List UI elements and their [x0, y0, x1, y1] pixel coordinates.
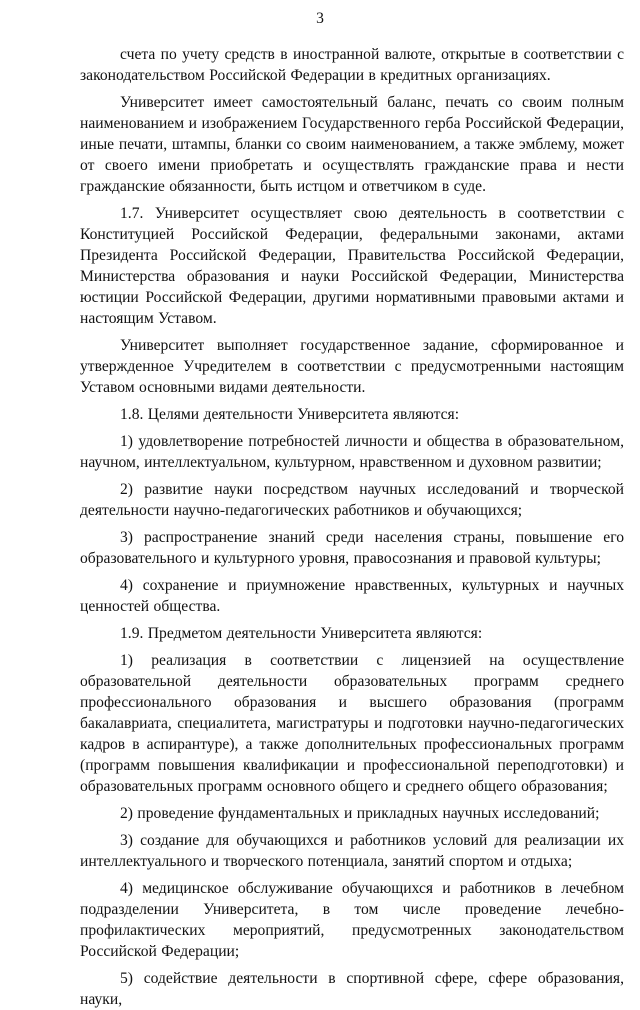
paragraph-1-8-item-2: 2) развитие науки посредством научных исследований и творческой деятельности научно-педагогических работников и обучающихся;: [80, 481, 624, 519]
paragraph-1-8-heading: 1.8. Целями деятельности Университета являются:: [120, 406, 460, 423]
paragraph-1-8-item-3: 3) распространение знаний среди населения страны, повышение его образовательного и культурного уровня, правосознания и правовой культуры;: [80, 529, 624, 567]
paragraph-1-8-item-1: 1) удовлетворение потребностей личности и общества в образовательном, научном, интеллектуальном, культурном, нравственном и духовном развитии;: [80, 433, 624, 471]
paragraph-balance-and-seal: Университет имеет самостоятельный баланс, печать со своим полным наименованием и изображением Государственного герба Российской Федерации, иные печати, штампы, бланки со своим наименованием, а также эмблему, может от своего имени приобретать и осуществлять гражданские права и нести гражданские обязанности, быть истцом и ответчиком в суде.: [80, 94, 624, 195]
page-number: 3: [316, 10, 324, 27]
paragraph-1-9-item-1: 1) реализация в соответствии с лицензией на осуществление образовательной деятельности образовательных программ среднего профессионального образования и высшего образования (программ бакалавриата, специалитета, магистратуры и подготовки научно-педагогических кадров в аспирантуре), а также дополнительных профессиональных программ (программ повышения квалификации и профессиональной переподготовки) и образовательных программ основного общего и среднего общего образования;: [80, 652, 624, 795]
paragraph-1-9-heading: 1.9. Предметом деятельности Университета являются:: [120, 625, 483, 642]
paragraph-1-9-item-2: 2) проведение фундаментальных и прикладных научных исследований;: [120, 805, 600, 822]
paragraph-accounts-continuation: счета по учету средств в иностранной валюте, открытые в соответствии с законодательством Российской Федерации в кредитных организациях.: [80, 46, 624, 84]
paragraph-1-7-legal-basis: 1.7. Университет осуществляет свою деятельность в соответствии с Конституцией Российской Федерации, федеральными законами, актами Президента Российской Федерации, Правительства Российской Федерации, Министерства образования и науки Российской Федерации, Министерства юстиции Российской Федерации, другими нормативными правовыми актами и настоящим Уставом.: [80, 205, 624, 327]
paragraph-1-9-item-3: 3) создание для обучающихся и работников условий для реализации их интеллектуального и творческого потенциала, занятий спортом и отдыха;: [80, 832, 624, 870]
paragraph-1-9-item-5: 5) содействие деятельности в спортивной сфере, сфере образования, науки,: [80, 970, 624, 1008]
paragraph-state-assignment: Университет выполняет государственное задание, сформированное и утвержденное Учредителем в соответствии с предусмотренными настоящим Уставом основными видами деятельности.: [80, 337, 624, 396]
paragraph-1-8-item-4: 4) сохранение и приумножение нравственных, культурных и научных ценностей общества.: [80, 577, 624, 615]
document-body: [80, 44, 624, 1010]
paragraph-1-9-item-4: 4) медицинское обслуживание обучающихся и работников в лечебном подразделении Университета, в том числе проведение лечебно-профилактических мероприятий, предусмотренных законодательством Российской Федерации;: [80, 880, 624, 960]
